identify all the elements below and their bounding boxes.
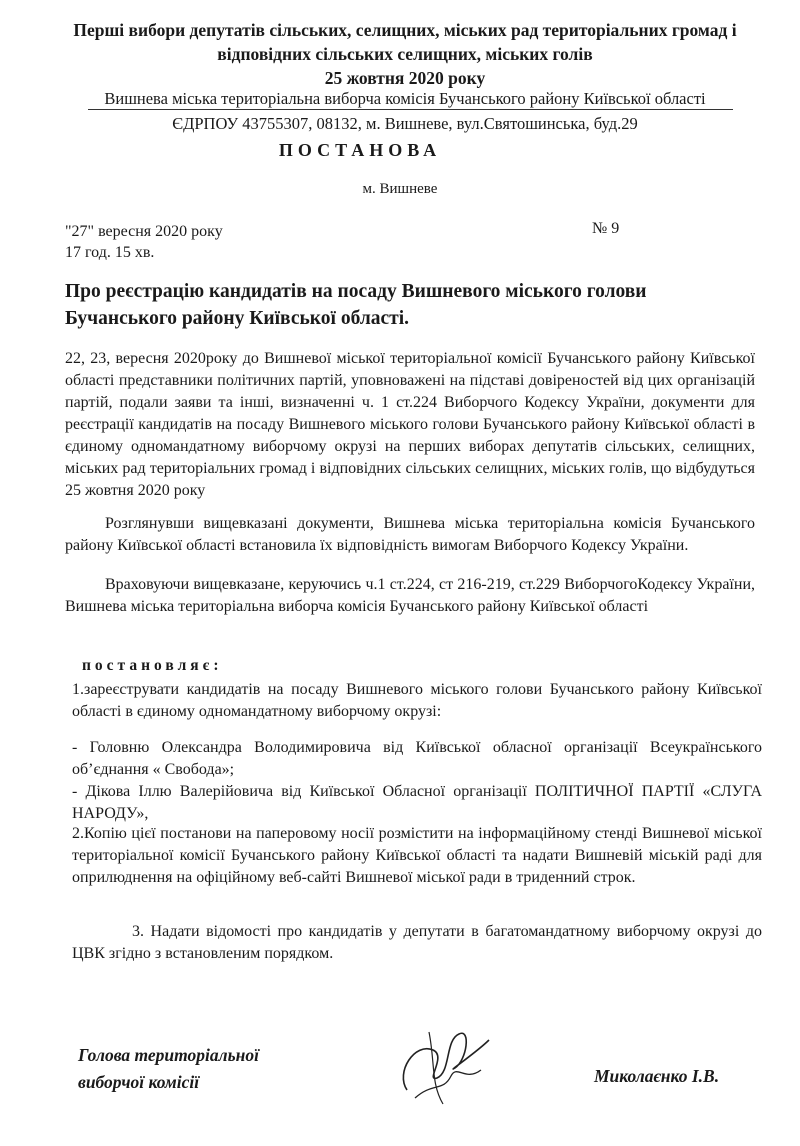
registry-info: ЄДРПОУ 43755307, 08132, м. Вишневе, вул.Святошинська, буд.29 bbox=[172, 114, 638, 133]
document-title: ПОСТАНОВА bbox=[278, 140, 442, 160]
candidate-2: - Дікова Іллю Валерійовича від Київської Обласної організації ПОЛІТИЧНОЇ ПАРТІЇ «СЛУГА НАРОДУ», bbox=[72, 783, 762, 822]
decides-heading: постановляє: bbox=[82, 657, 223, 674]
handwritten-signature bbox=[385, 1012, 500, 1112]
election-title-line-1: Перші вибори депутатів сільських, селищних, міських рад територіальних громад і bbox=[73, 20, 737, 40]
paragraph-3: Враховуючи вищевказане, керуючись ч.1 ст.224, ст 216-219, ст.229 ВиборчогоКодексу України, Вишнева міська територіальна виборча комісія Бучанського району Київської області bbox=[65, 576, 755, 615]
document-subject: Про реєстрацію кандидатів на посаду Вишневого міського голови Бучанського району Київської області. bbox=[65, 281, 647, 329]
header-rule bbox=[88, 109, 733, 110]
item-1: 1.зареєструвати кандидатів на посаду Вишневого міського голови Бучанського району Київської області в єдиному одномандатному виборчому окрузі: bbox=[72, 681, 762, 720]
document-time: 17 год. 15 хв. bbox=[65, 244, 155, 261]
item-3: 3. Надати відомості про кандидатів у депутати в багатомандатному виборчому окрузі до ЦВК згідно з встановленим порядком. bbox=[72, 923, 762, 962]
paragraph-2: Розглянувши вищевказані документи, Вишнева міська територіальна комісія Бучанського району Київської області встановила їх відповідність вимогам Виборчого Кодексу України. bbox=[65, 515, 755, 554]
document-date: "27" вересня 2020 року bbox=[65, 223, 223, 240]
signer-position-line-1: Голова територіальної bbox=[78, 1045, 259, 1065]
item-2: 2.Копію цієї постанови на паперовому носії розмістити на інформаційному стенді Вишневої міської територіальної комісії Бучанського району Київської області та надати Вишневій міській раді для оприлюднення на офіційному веб-сайті Вишневої міської ради в триденний строк. bbox=[72, 825, 762, 886]
election-date: 25 жовтня 2020 року bbox=[324, 68, 486, 88]
paragraph-1: 22, 23, вересня 2020року до Вишневої міської територіальної комісії Бучанського району Київської області представники політичних партій, уповноважені на підставі довіреностей від цих організацій партій, подали заяви та інші, визначенні ч. 1 ст.224 Виборчого Кодексу України, документи для реєстрації кандидатів на посаду Вишневого міського голови Бучанського району Київської області в єдиному одномандатному виборчому окрузі на перших виборах депутатів сільських, селищних, міських рад територіальних громад і відповідних сільських селищних, міських голів, що відбудуться 25 жовтня 2020 року bbox=[65, 350, 755, 499]
city: м. Вишневе bbox=[362, 181, 438, 197]
document-number: № 9 bbox=[592, 220, 620, 237]
candidate-1: - Головню Олександра Володимировича від Київської обласної організації Всеукраїнського об’єднання « Свобода»; bbox=[72, 739, 762, 778]
signer-name: Миколаєнко І.В. bbox=[594, 1066, 720, 1086]
signer-position-line-2: виборчої комісії bbox=[78, 1072, 200, 1092]
signer-position bbox=[78, 1042, 259, 1096]
commission-name: Вишнева міська територіальна виборча комісія Бучанського району Київської області bbox=[104, 89, 706, 108]
election-title-line-2: відповідних сільських селищних, міських голів bbox=[217, 44, 593, 64]
